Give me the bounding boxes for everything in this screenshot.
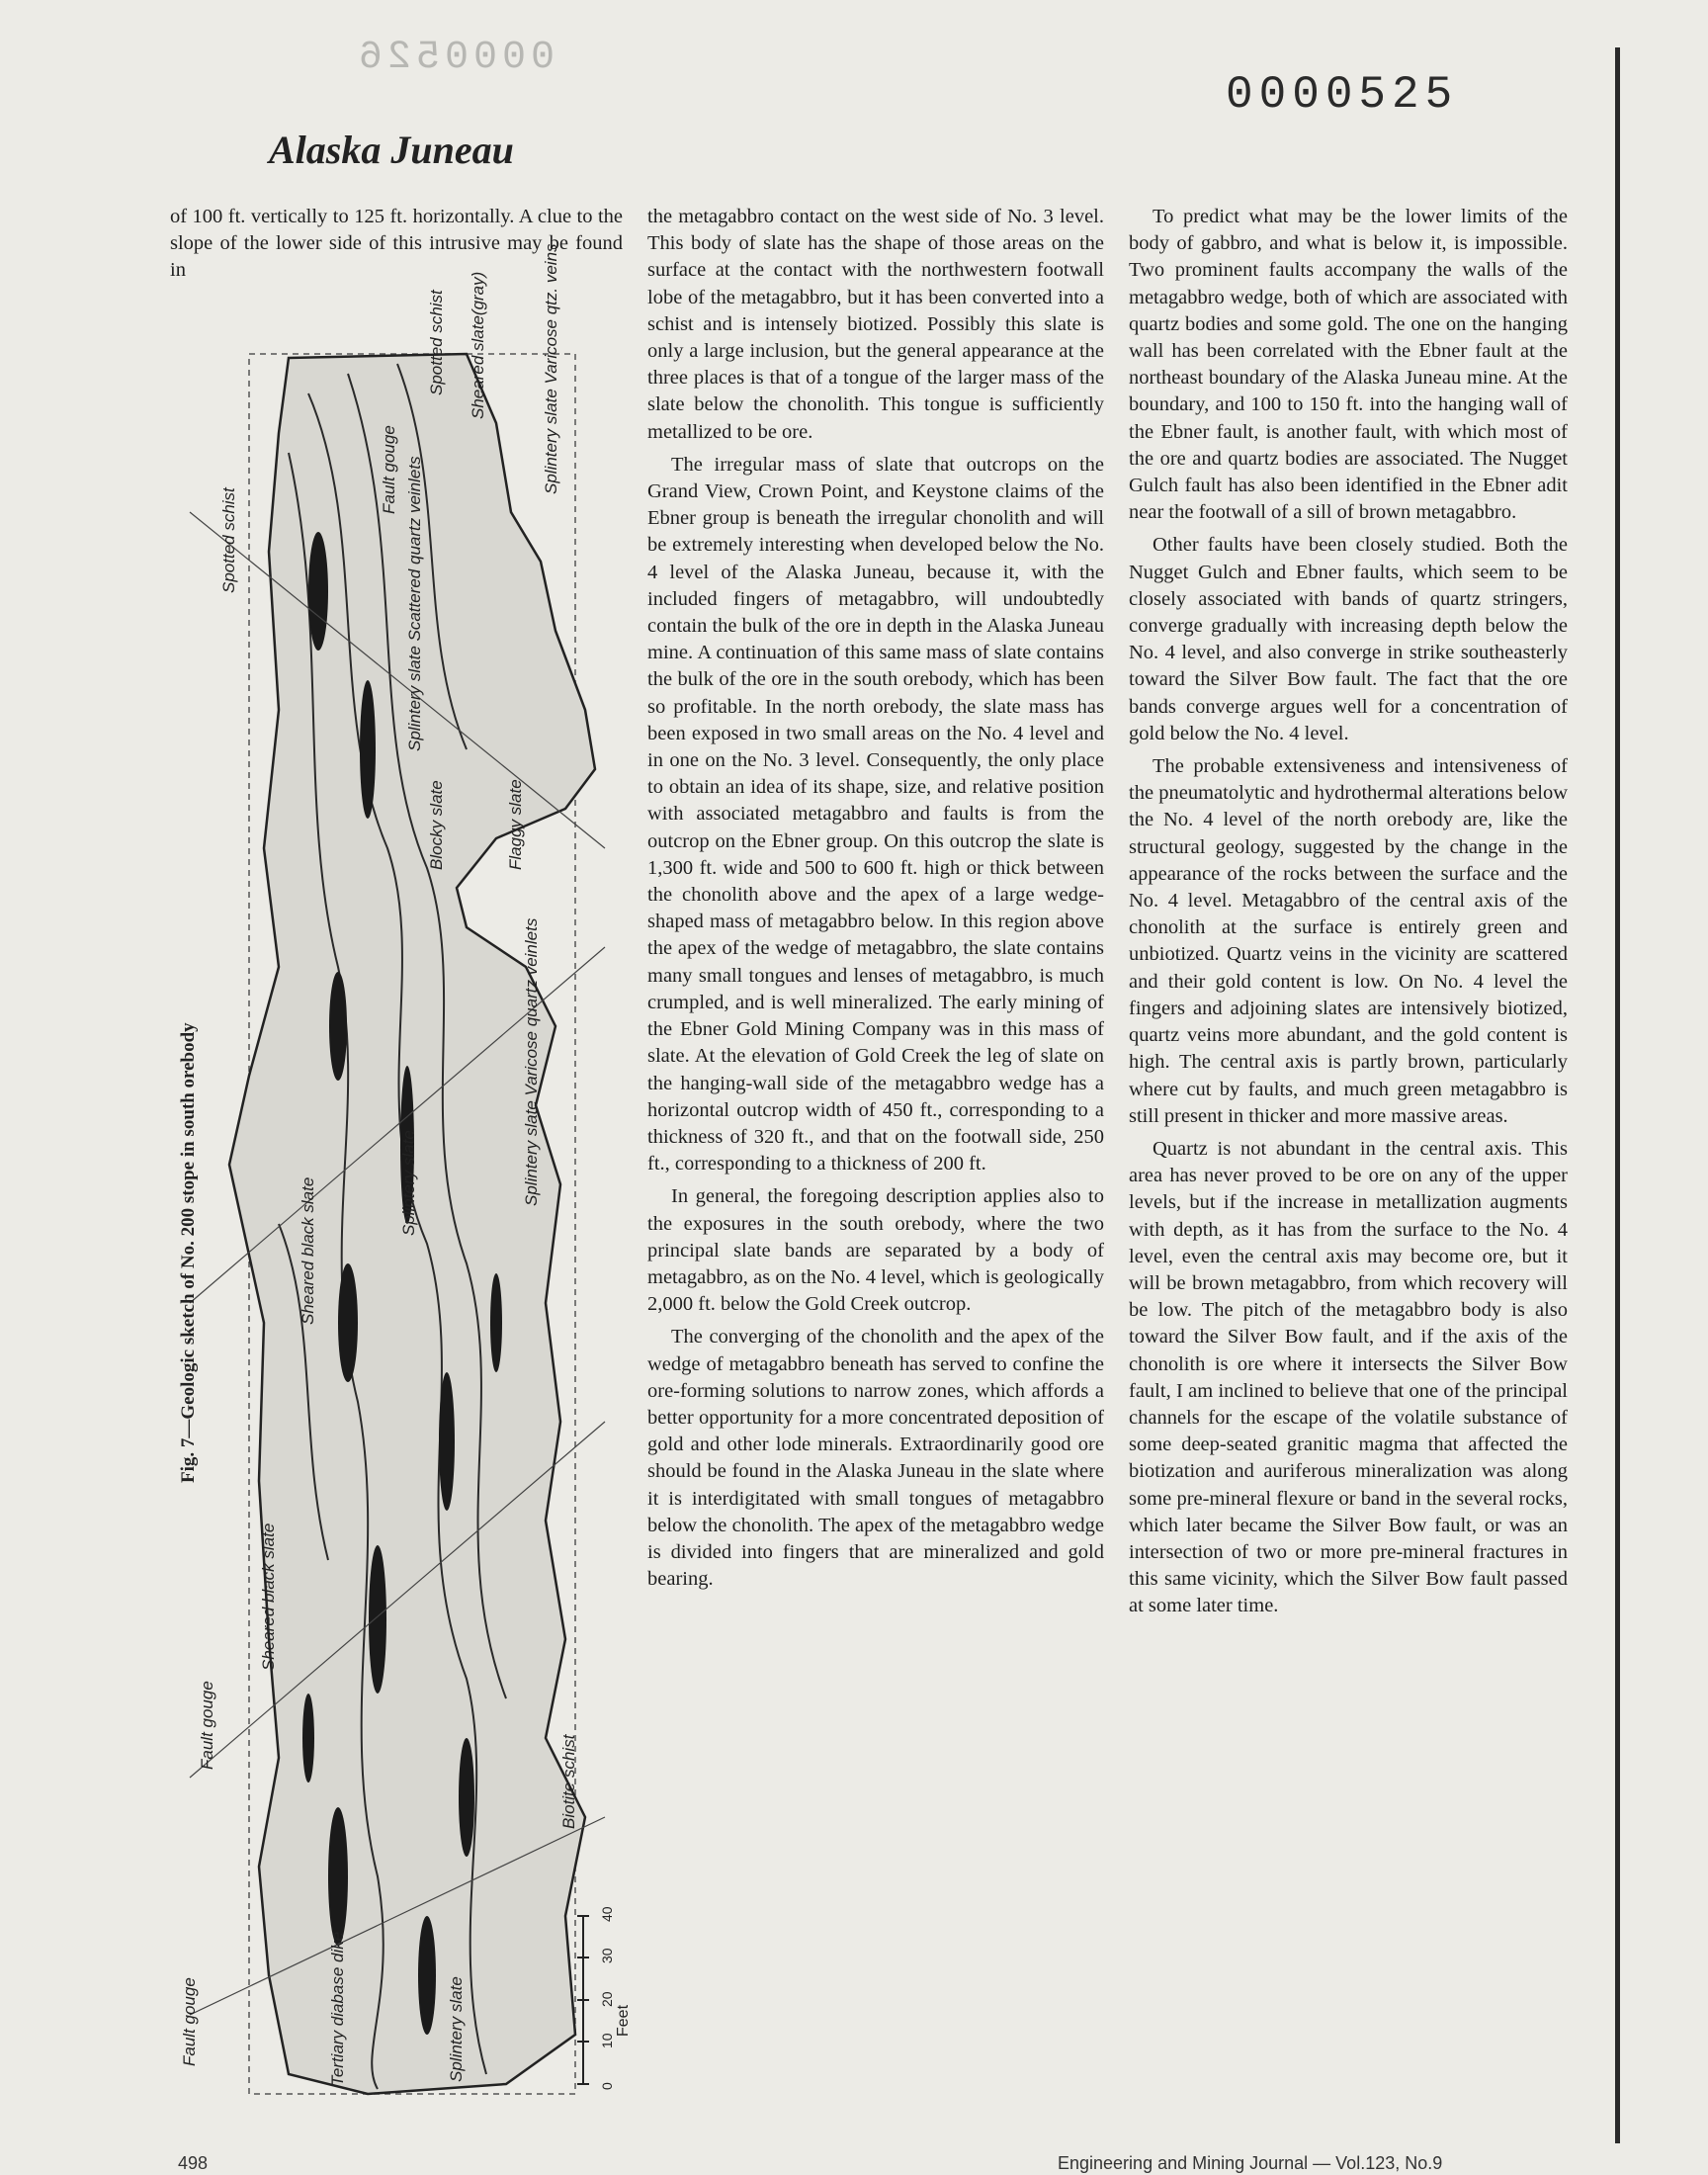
scale-tick-10: 10 (599, 2033, 615, 2048)
paragraph: The irregular mass of slate that outcrops on the Grand View, Crown Point, and Keystone claims of the Ebner group is beneath the irregular chonolith and will be extremely interesting when developed below the No. 4 level of the Alaska Juneau, because it, with the included fingers of metagabbro, will undoubtedly contain the bulk of the ore in depth in the Alaska Juneau mine. A continuation of this same mass of slate contains the bulk of the ore in the south orebody, which has been so profitable. In the north orebody, the slate mass has been exposed in two small areas on the No. 4 level and in one on the No. 3 level. Consequently, the only place to obtain an idea of its shape, size, and relative position with associated metagabbro and faults is from the outcrop on the Ebner group. On this outcrop the slate is 1,300 ft. wide and 500 to 600 ft. high or thick between the chonolith above and the apex of a large wedge-shaped mass of metagabbro below. In this region above the apex of the wedge of metagabbro, the slate contains many small tongues and lenses of metagabbro, is much crumpled, and is well mineralized. The early mining of the Ebner Gold Mining Company was in this mass of slate. At the elevation of Gold Creek the leg of slate on the hanging-wall side of the metagabbro wedge has a horizontal outcrop width of 450 ft., corresponding to a thickness of 320 ft., and that on the footwall side, 250 ft., corresponding to a thickness of 200 ft. (647, 453, 1104, 1175)
label-flaggy-slate: Flaggy slate (506, 779, 525, 870)
label-splintery-slate-mid: Splintery slate (399, 1130, 418, 1236)
label-fault-gouge-top: Fault gouge (380, 425, 398, 514)
label-fault-gouge-mid: Fault gouge (198, 1681, 216, 1770)
paragraph: The converging of the chonolith and the apex of the wedge of metagabbro beneath has served to confine the ore-forming solutions to narrow zones, which affords a better opportunity for a more concentrated deposition of gold and other lode minerals. Extraordinarily good ore should be found in the Alaska Juneau in the slate where it is interdigitated with small tongues of metagabbro below the chonolith. The apex of the metagabbro wedge is divided into fingers that are mineralized and gold bearing. (647, 1326, 1104, 1591)
label-splintery-slate-varicose: Splintery slate Varicose qtz. veins (542, 243, 560, 494)
geologic-sketch-drawing (170, 334, 623, 2130)
label-spotted-schist-top: Spotted schist (427, 290, 446, 395)
label-splintery-slate-varicose2: Splintery slate Varicose quartz veinlets (522, 917, 541, 1206)
document-stamp-number: 0000525 (1226, 69, 1459, 121)
scale-tick-0: 0 (599, 2082, 615, 2090)
label-splintery-slate-scattered: Splintery slate Scattered quartz veinlets (405, 456, 424, 751)
label-biotite-schist: Biotite schist (559, 1734, 578, 1829)
label-spotted-schist: Spotted schist (219, 487, 238, 593)
paragraph: Other faults have been closely studied. Both the Nugget Gulch and Ebner faults, which seem to be closely associated with bands of quartz stringers, converge gradually with increasing depth below the No. 4 level, and also converge in strike southeasterly toward the Silver Bow fault. The fact that the ore bands converge argues well for a concentration of gold below the No. 4 level. (1129, 534, 1568, 744)
scale-tick-20: 20 (599, 1991, 615, 2007)
label-sheared-black-slate-lower: Sheared black slate (259, 1522, 278, 1671)
paragraph: The probable extensiveness and intensiveness of the pneumatolytic and hydrothermal alterations below the No. 4 level of the north orebody are, like the structural geology, suggested by the change in the appearance of the rocks between the surface and the No. 4 level. Metagabbro of the central axis of the chonolith at the surface is entirely green and unbiotized. Quartz veins in the vicinity are scattered and their gold content is low. On No. 4 level the fingers and adjoining slates are intensively biotized, quartz veins more abundant, and the gold content is high. The central axis is partly brown, particularly where cut by faults, and much green metagabbro is still present in thicker and more massive areas. (1129, 755, 1568, 1127)
page-edge-shadow (1615, 47, 1620, 2143)
label-sheared-slate-gray: Sheared slate(gray) (469, 271, 487, 419)
geologic-sketch-figure (170, 334, 623, 2130)
journal-footer: Engineering and Mining Journal — Vol.123, No.9 (1058, 2153, 1443, 2173)
paragraph: In general, the foregoing description applies also to the exposures in the south orebody, where the two principal slate bands are separated by a body of metagabbro, as on the No. 4 level, which is geologically 2,000 ft. below the Gold Creek outcrop. (647, 1185, 1104, 1316)
page-title: Alaska Juneau (269, 128, 514, 172)
label-fault-gouge-bottom: Fault gouge (180, 1977, 199, 2066)
column-2-text (647, 204, 1104, 1599)
page-number: 498 (178, 2153, 209, 2173)
ghost-stamp-number: 0000526 (354, 36, 555, 80)
figure-caption: Fig. 7—Geologic sketch of No. 200 stope in south orebody (178, 1022, 199, 1483)
paragraph: To predict what may be the lower limits of the body of gabbro, and what is below it, is impossible. Two prominent faults accompany the walls of the metagabbro wedge, both of which are associated with quartz bodies and some gold. The one on the hanging wall has been correlated with the Ebner fault at the northeast boundary of the Alaska Juneau mine. At the boundary, and 100 to 150 ft. into the hanging wall of the Ebner fault, is another fault, with which most of the ore and quartz bodies are associated. The Nugget Gulch fault has also been identified in the Ebner adit near the footwall of a sill of brown metagabbro. (1129, 206, 1568, 524)
label-blocky-slate: Blocky slate (427, 780, 446, 870)
scale-unit: Feet (615, 2004, 632, 2037)
label-sheared-black-slate: Sheared black slate (299, 1176, 317, 1325)
column-3-text (1129, 204, 1568, 1626)
label-tertiary-diabase-dike: Tertiary diabase dike (328, 1931, 347, 2086)
paragraph: Quartz is not abundant in the central axis. This area has never proved to be ore on any of the upper levels, but if the increase in metallization augments with depth, as it has from the surface to the No. 4 level, even the central axis may become ore, but it will be brown metagabbro, from which recovery will be low. The pitch of the metagabbro body is also toward the Silver Bow fault, and if the axis of the chonolith is ore where it intersects the Silver Bow fault, I am inclined to believe that one of the principal channels for the escape of the volatile substance of some deep-seated granitic magma that affected the biotization and auriferous mineralization was along some pre-mineral flexure or band in the several rocks, which later became the Silver Bow fault, or was an intersection of two or more pre-mineral fractures in this same vicinity, which the Silver Bow fault passed at some later time. (1129, 1137, 1568, 1617)
scale-tick-30: 30 (599, 1948, 615, 1963)
paragraph: of 100 ft. vertically to 125 ft. horizontally. A clue to the slope of the lower side of this intrusive may be found in (170, 206, 623, 282)
scale-tick-40: 40 (599, 1906, 615, 1922)
label-splintery-slate-bottom: Splintery slate (447, 1976, 466, 2082)
paragraph: the metagabbro contact on the west side of No. 3 level. This body of slate has the shape of those areas on the surface at the contact with the northwestern footwall lobe of the metagabbro, but it has been converted into a schist and is intensely biotized. Possibly this slate is only a large inclusion, but the general appearance at the three places is that of a tongue of the larger mass of the slate below the chonolith. This tongue is sufficiently metallized to be ore. (647, 206, 1104, 443)
